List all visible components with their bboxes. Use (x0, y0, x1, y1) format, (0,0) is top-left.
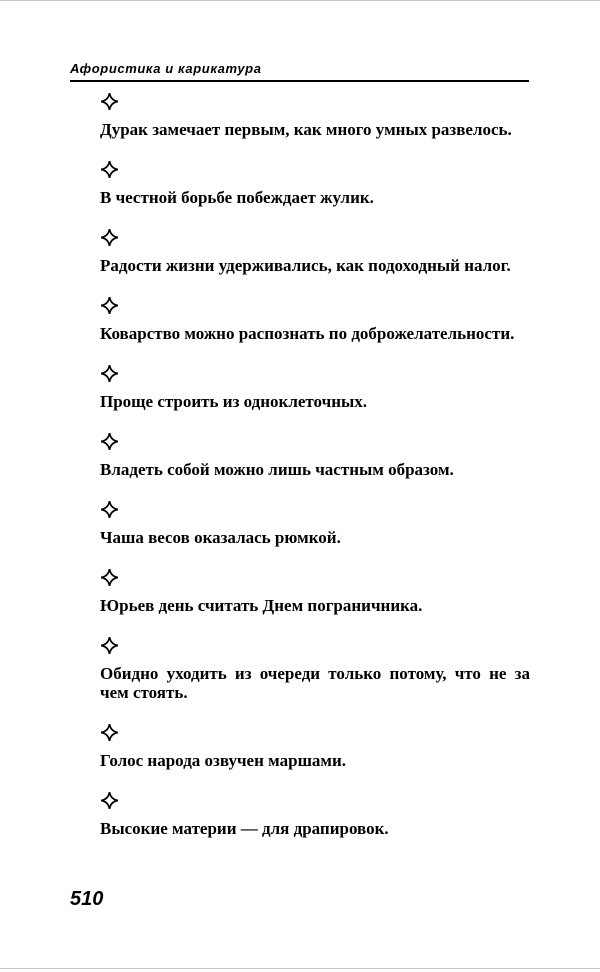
aphorism-entry (100, 161, 530, 207)
aphorism-text: Владеть собой можно лишь частным образом. (100, 460, 454, 479)
four-point-star-icon (101, 724, 118, 741)
four-point-star-icon (101, 637, 118, 654)
running-title: Афористика и карикатура (70, 61, 262, 76)
aphorism-entry (100, 93, 530, 139)
aphorism-text: Дурак замечает первым, как много умных развелось. (100, 120, 512, 139)
four-point-star-icon (101, 229, 118, 246)
aphorism-text: Юрьев день считать Днем пограничника. (100, 596, 423, 615)
aphorism-text: Коварство можно распознать по доброжелательности. (100, 324, 515, 343)
four-point-star-icon (101, 365, 118, 382)
aphorism-entry (100, 637, 530, 702)
aphorism-text: В честной борьбе побеждает жулик. (100, 188, 374, 207)
aphorism-list (100, 93, 530, 838)
four-point-star-icon (101, 433, 118, 450)
aphorism-text: Радости жизни удерживались, как подоходный налог. (100, 256, 511, 275)
four-point-star-icon (101, 93, 118, 110)
four-point-star-icon (101, 569, 118, 586)
aphorism-entry (100, 569, 530, 615)
aphorism-entry (100, 792, 530, 838)
aphorism-text: Высокие материи — для драпировок. (100, 819, 389, 838)
aphorism-entry (100, 501, 530, 547)
aphorism-entry (100, 724, 530, 770)
aphorism-text: Проще строить из одноклеточных. (100, 392, 368, 411)
aphorism-text: Голос народа озвучен маршами. (100, 751, 347, 770)
aphorism-text: Обидно уходить из очереди только потому, что не за чем стоять. (100, 664, 530, 702)
four-point-star-icon (101, 161, 118, 178)
page-bottom-edge (0, 968, 600, 969)
four-point-star-icon (101, 792, 118, 809)
running-header (70, 58, 529, 82)
page-top-edge (0, 0, 600, 1)
aphorism-entry (100, 229, 530, 275)
four-point-star-icon (101, 501, 118, 518)
page-number: 510 (70, 888, 104, 910)
aphorism-entry (100, 297, 530, 343)
four-point-star-icon (101, 297, 118, 314)
aphorism-entry (100, 365, 530, 411)
aphorism-text: Чаша весов оказалась рюмкой. (100, 528, 341, 547)
aphorism-entry (100, 433, 530, 479)
